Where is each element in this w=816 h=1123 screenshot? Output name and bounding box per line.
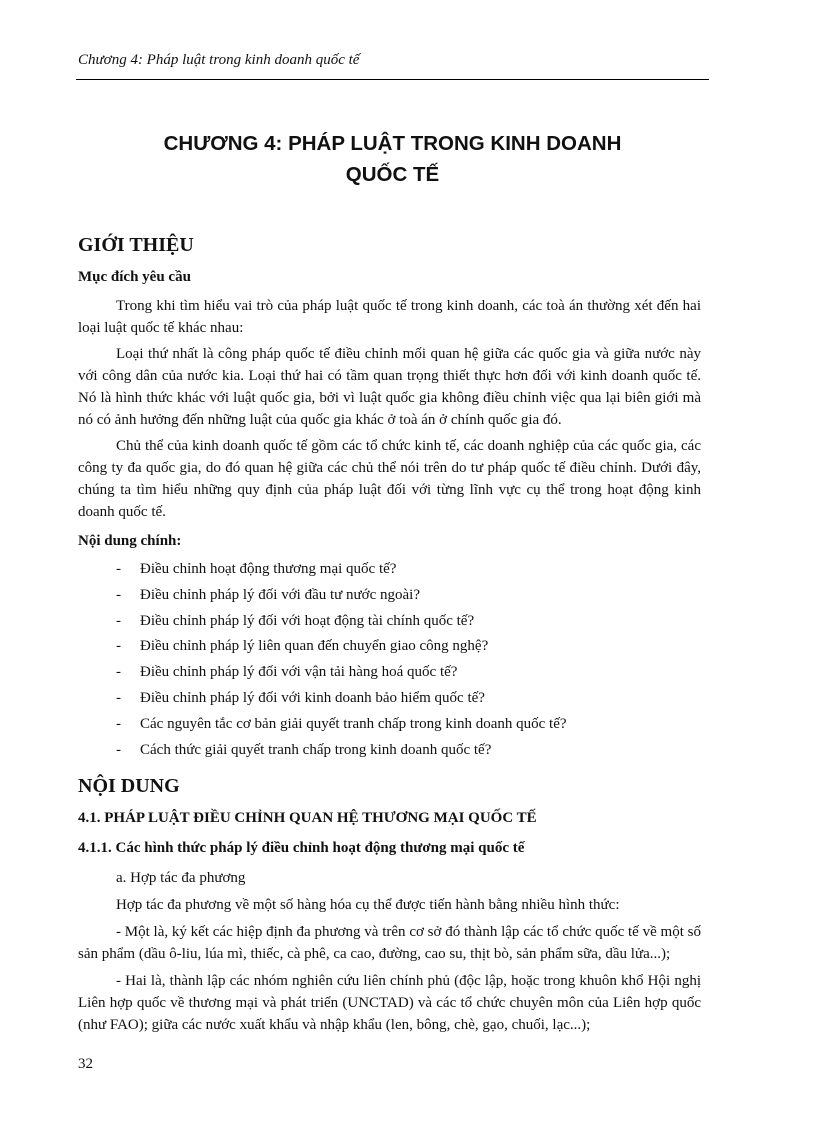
list-item-text: Cách thức giải quyết tranh chấp trong kinh doanh quốc tế? — [140, 741, 492, 758]
list-item-text: Các nguyên tắc cơ bản giải quyết tranh chấp trong kinh doanh quốc tế? — [140, 715, 567, 732]
list-bullet: - — [116, 561, 121, 577]
chapter-title-line-2: QUỐC TẾ — [345, 163, 440, 186]
page-number: 32 — [78, 1056, 93, 1072]
list-item — [78, 610, 701, 632]
list-item — [78, 635, 701, 657]
list-bullet: - — [116, 689, 121, 706]
list-bullet: - — [116, 715, 121, 732]
list-bullet: - — [116, 638, 121, 655]
body-paragraph: - Một là, ký kết các hiệp định đa phương và trên cơ sở đó thành lập các tổ chức quốc tế về một số sản phẩm (dầu ô-liu, lúa mì, thiếc, cà phê, ca cao, đường, cao su, thịt bò, sản phẩm sữa, dầu lửa...); — [78, 923, 701, 962]
list-item-text: Điều chỉnh pháp lý đối với vận tải hàng hoá quốc tế? — [140, 664, 458, 681]
header-rule — [76, 79, 709, 80]
list-item — [78, 558, 701, 580]
list-item-text: Điều chỉnh pháp lý đối với đầu tư nước ngoài? — [140, 586, 420, 603]
body-heading: NỘI DUNG — [78, 774, 180, 797]
body-paragraph: Hợp tác đa phương về một số hàng hóa cụ thể được tiến hành bằng nhiều hình thức: — [116, 896, 620, 913]
list-item — [78, 739, 701, 761]
list-item-text: Điều chỉnh pháp lý liên quan đến chuyển giao công nghệ? — [140, 638, 489, 655]
intro-heading: GIỚI THIỆU — [78, 234, 194, 256]
chapter-title — [76, 128, 709, 190]
intro-paragraph: Loại thứ nhất là công pháp quốc tế điều chỉnh mối quan hệ giữa các quốc gia và giữa nước này với công dân của nước kia. Loại thứ hai có tầm quan trọng thiết thực hơn đối với kinh doanh quốc tế. Nó là hình thức khác với luật quốc gia, bởi vì luật quốc gia không điều chỉnh việc qua lại biên giới mà nó có ảnh hưởng đến những luật của quốc gia khác ở toà án ở chính quốc gia đó. — [78, 346, 701, 428]
list-item — [78, 661, 701, 683]
section-4-1-1-heading: 4.1.1. Các hình thức pháp lý điều chỉnh hoạt động thương mại quốc tế — [78, 839, 525, 856]
list-bullet: - — [116, 586, 121, 603]
running-header: Chương 4: Pháp luật trong kinh doanh quốc tế — [78, 52, 360, 68]
section-4-1-heading: 4.1. PHÁP LUẬT ĐIỀU CHỈNH QUAN HỆ THƯƠNG MẠI QUỐC TẾ — [78, 809, 537, 826]
purpose-heading: Mục đích yêu cầu — [78, 269, 191, 285]
chapter-title-line-1: CHƯƠNG 4: PHÁP LUẬT TRONG KINH DOANH — [163, 132, 622, 155]
intro-paragraph: Chủ thể của kinh doanh quốc tế gồm các tổ chức kinh tế, các doanh nghiệp của các quốc gia, các công ty đa quốc gia, do đó quan hệ giữa các chủ thể nói trên do tư pháp quốc tế điều chỉnh. Dưới đây, chúng ta tìm hiểu những quy định của pháp luật đối với từng lĩnh vực cụ thể trong hoạt động kinh doanh quốc tế. — [78, 438, 701, 520]
body-paragraph: - Hai là, thành lập các nhóm nghiên cứu liên chính phủ (độc lập, hoặc trong khuôn khổ Hội nghị Liên hợp quốc về thương mại và phát triển (UNCTAD) và các tổ chức chuyên môn của Liên hợp quốc (như FAO); giữa các nước xuất khẩu và nhập khẩu (len, bông, chè, gạo, chuối, lạc...); — [78, 972, 701, 1033]
list-item-text: Điều chỉnh pháp lý đối với hoạt động tài chính quốc tế? — [140, 612, 475, 629]
list-item-text: Điều chỉnh pháp lý đối với kinh doanh bảo hiểm quốc tế? — [140, 689, 485, 706]
page-content — [78, 232, 701, 1036]
list-item — [78, 687, 701, 709]
body-paragraph: a. Hợp tác đa phương — [116, 869, 246, 886]
main-content-list — [78, 558, 701, 761]
list-item — [78, 584, 701, 606]
list-bullet: - — [116, 664, 121, 681]
list-item — [78, 713, 701, 735]
list-bullet: - — [116, 741, 121, 758]
list-item-text: Điều chỉnh hoạt động thương mại quốc tế? — [140, 561, 397, 577]
intro-paragraph: Trong khi tìm hiểu vai trò của pháp luật quốc tế trong kinh doanh, các toà án thường xét đến hai loại luật quốc tế khác nhau: — [78, 298, 701, 336]
list-bullet: - — [116, 612, 121, 629]
main-content-heading: Nội dung chính: — [78, 533, 182, 549]
